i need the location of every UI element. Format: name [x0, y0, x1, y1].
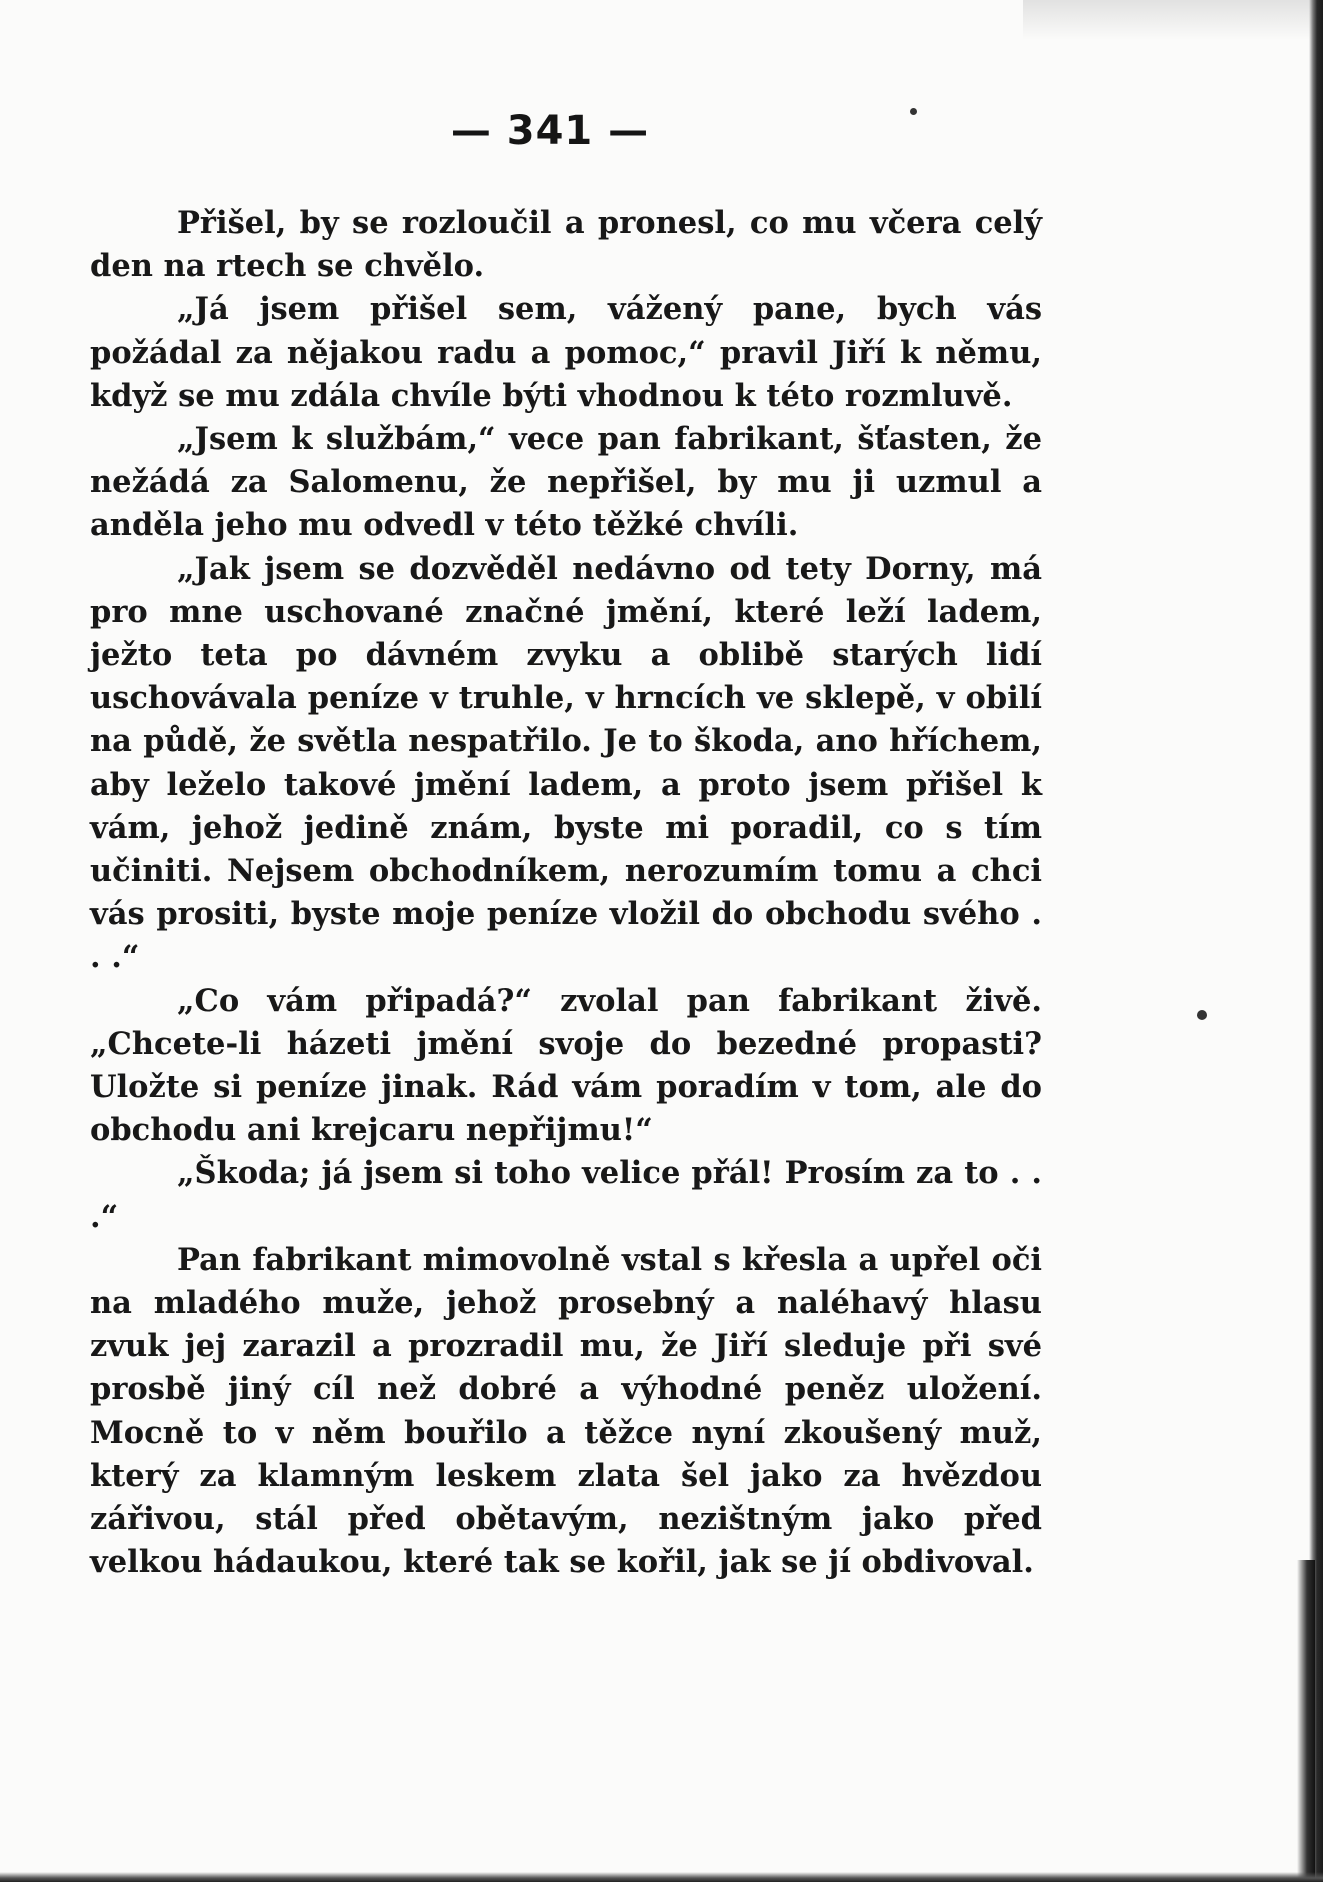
scan-edge-right-lower [1297, 1560, 1315, 1882]
paragraph: Pan fabrikant mimovolně vstal s křesla a upřel oči na mladého muže, jehož prosebný a naléhavý hlasu zvuk jej zarazil a prozradil mu, že Jiří sleduje při své prosbě jiný cíl než dobré a výhodné peněz uložení. Mocně to v něm bouřilo a těžce nyní zkoušený muž, který za klamným leskem zlata šel jako za hvězdou zářivou, stál před obětavým, nezištným jako před velkou hádaukou, které tak se kořil, jak se jí obdivoval. [90, 1241, 1042, 1581]
ink-speck [1197, 1010, 1207, 1020]
page-number: — 341 — [450, 108, 650, 154]
scan-edge-bottom [0, 1872, 1323, 1882]
paragraph: „Jak jsem se dozvěděl nedávno od tety Dorny, má pro mne uschované značné jmění, které leží ladem, ježto teta po dávném zvyku a oblibě starých lidí uschovávala peníze v truhle, v hrncích ve sklepě, v obilí na půdě, že světla nespatřilo. Je to škoda, ano hříchem, aby leželo takové jmění ladem, a proto jsem přišel k vám, jehož jedině znám, byste mi poradil, co s tím učiniti. Nejsem obchodníkem, nerozumím tomu a chci vás prositi, byste moje peníze vložil do obchodu svého . . .“ [90, 550, 1042, 976]
scan-shadow-top [1023, 0, 1323, 40]
paragraph: „Já jsem přišel sem, vážený pane, bych vás požádal za nějakou radu a pomoc,“ pravil Jiří k němu, když se mu zdála chvíle býti vhodnou k této rozmluvě. [90, 291, 1042, 414]
paragraph: „Škoda; já jsem si toho velice přál! Prosím za to . . .“ [90, 1155, 1042, 1235]
body-text [90, 202, 1042, 1585]
paragraph: „Co vám připadá?“ zvolal pan fabrikant živě. „Chcete-li házeti jmění svoje do bezedné propasti? Uložte si peníze jinak. Rád vám poradím v tom, ale do obchodu ani krejcaru nepřijmu!“ [90, 982, 1042, 1149]
paragraph: „Jsem k službám,“ vece pan fabrikant, šťasten, že nežádá za Salomenu, že nepřišel, by mu ji uzmul a anděla jeho mu odvedl v této těžké chvíli. [90, 421, 1042, 544]
paragraph: Přišel, by se rozloučil a pronesl, co mu včera celý den na rtech se chvělo. [90, 205, 1042, 285]
